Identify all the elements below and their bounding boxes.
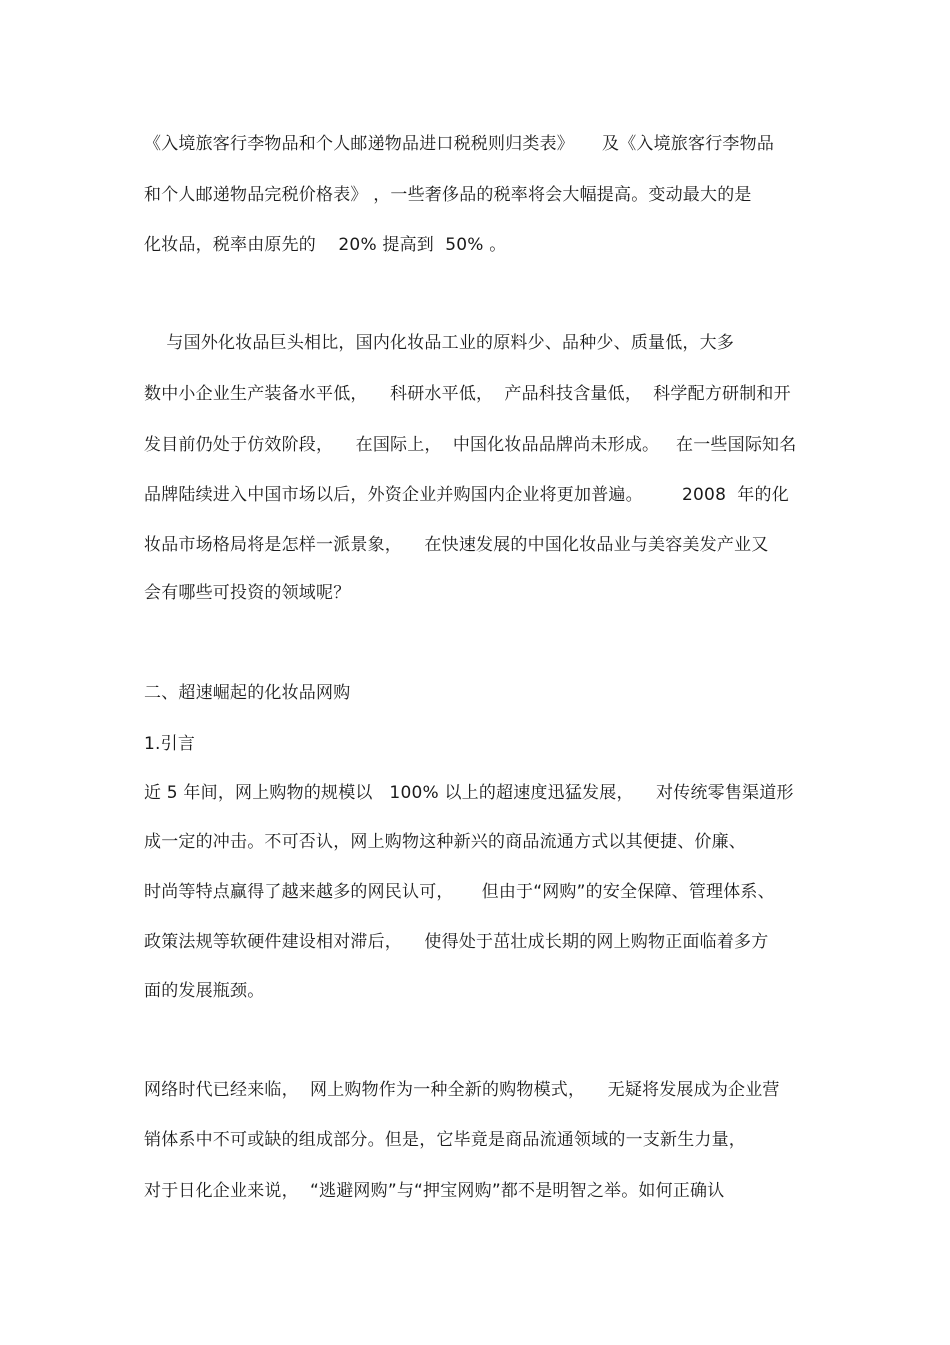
paragraph-1-line-3: 化妆品，税率由原先的 20% 提高到 50% 。 <box>144 235 507 255</box>
paragraph-2-line-6: 会有哪些可投资的领域呢？ <box>144 583 351 603</box>
paragraph-1-line-2: 和个人邮递物品完税价格表》 ，一些奢侈品的税率将会大幅提高。变动最大的是 <box>144 185 752 205</box>
paragraph-2-line-2: 数中小企业生产装备水平低， 科研水平低， 产品科技含量低， 科学配方研制和开 <box>144 384 791 404</box>
paragraph-2-line-3: 发目前仍处于仿效阶段， 在国际上， 中国化妆品品牌尚未形成。 在一些国际知名 <box>144 435 797 455</box>
paragraph-3-line-3: 时尚等特点赢得了越来越多的网民认可， 但由于“网购”的安全保障、管理体系、 <box>144 882 775 902</box>
paragraph-2-line-4: 品牌陆续进入中国市场以后，外资企业并购国内企业将更加普遍。 2008 年的化 <box>144 485 789 505</box>
paragraph-4-line-1: 网络时代已经来临， 网上购物作为一种全新的购物模式， 无疑将发展成为企业营 <box>144 1080 780 1100</box>
subsection-heading: 1.引言 <box>144 734 196 754</box>
paragraph-2-line-5: 妆品市场格局将是怎样一派景象， 在快速发展的中国化妆品业与美容美发产业又 <box>144 535 769 555</box>
paragraph-1-line-1: 《入境旅客行李物品和个人邮递物品进口税税则归类表》 及《入境旅客行李物品 <box>144 134 775 154</box>
paragraph-3-line-1: 近 5 年间，网上购物的规模以 100% 以上的超速度迅猛发展， 对传统零售渠道形 <box>144 783 794 803</box>
paragraph-4-line-3: 对于日化企业来说， “逃避网购”与“押宝网购”都不是明智之举。如何正确认 <box>144 1181 725 1201</box>
section-heading: 二、超速崛起的化妆品网购 <box>144 683 351 703</box>
paragraph-2-line-1: 与国外化妆品巨头相比，国内化妆品工业的原料少、品种少、质量低，大多 <box>144 333 735 353</box>
paragraph-3-line-2: 成一定的冲击。不可否认，网上购物这种新兴的商品流通方式以其便捷、价廉、 <box>144 832 746 852</box>
paragraph-4-line-2: 销体系中不可或缺的组成部分。但是，它毕竟是商品流通领域的一支新生力量， <box>144 1130 746 1150</box>
paragraph-3-line-4: 政策法规等软硬件建设相对滞后， 使得处于茁壮成长期的网上购物正面临着多方 <box>144 932 769 952</box>
paragraph-3-line-5: 面的发展瓶颈。 <box>144 981 265 1001</box>
